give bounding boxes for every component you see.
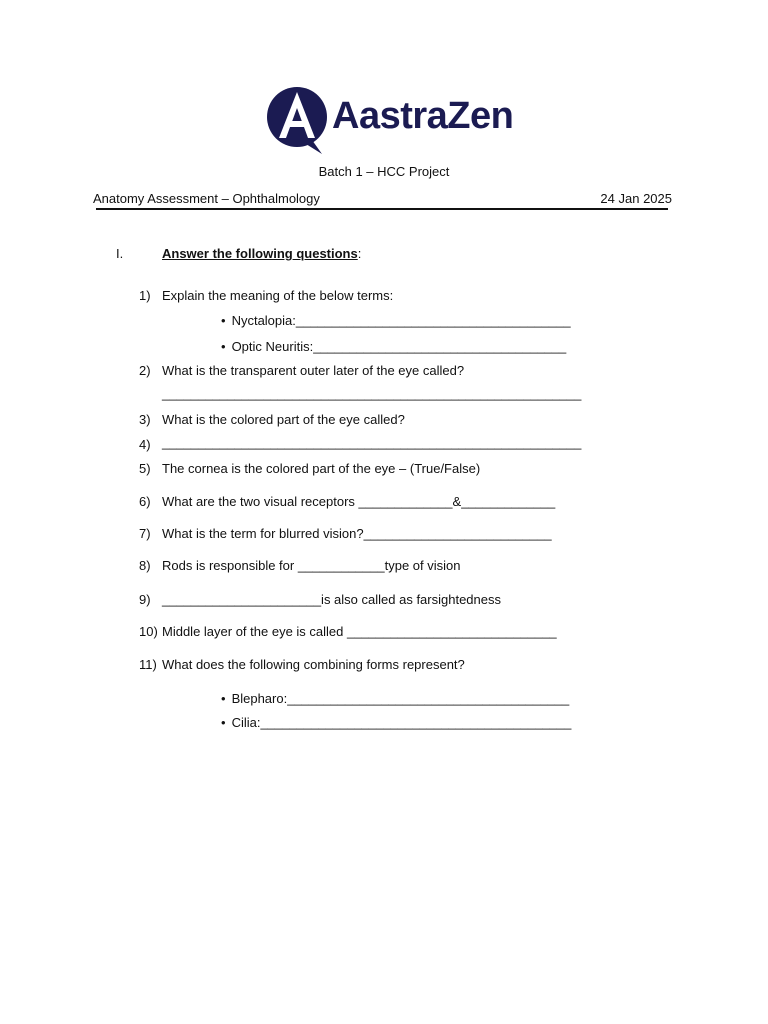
- section-number: I.: [116, 246, 124, 261]
- question-2-number: 2): [139, 363, 151, 378]
- section-title: [162, 246, 361, 261]
- question-3-text: What is the colored part of the eye called?: [162, 412, 405, 427]
- question-11-term-cilia: • Cilia:___________________________________________: [221, 715, 571, 730]
- question-2-answer-line: __________________________________________________________: [162, 386, 582, 401]
- question-9-text: ______________________is also called as farsightedness: [162, 592, 501, 607]
- question-7-number: 7): [139, 526, 151, 541]
- question-1-term-optic-neuritis: • Optic Neuritis:___________________________________: [221, 339, 566, 354]
- assessment-subject: Anatomy Assessment – Ophthalmology: [93, 191, 320, 206]
- question-5-number: 5): [139, 461, 151, 476]
- question-10-number: 10): [139, 624, 158, 639]
- header-divider: [96, 208, 668, 210]
- question-5-text: The cornea is the colored part of the eye – (True/False): [162, 461, 481, 476]
- question-6-number: 6): [139, 494, 151, 509]
- question-10-text: Middle layer of the eye is called _____________________________: [162, 624, 557, 639]
- section-title-text: Answer the following questions: [162, 246, 358, 261]
- question-7-text: What is the term for blurred vision?__________________________: [162, 526, 552, 541]
- question-4-text: __________________________________________________________: [162, 435, 582, 450]
- question-11-text: What does the following combining forms represent?: [162, 657, 465, 672]
- question-9-number: 9): [139, 592, 151, 607]
- question-2-text: What is the transparent outer later of the eye called?: [162, 363, 465, 378]
- logo-brand-text: AastraZen: [332, 95, 514, 137]
- section-title-colon: :: [357, 246, 362, 261]
- assessment-date: 24 Jan 2025: [600, 191, 672, 206]
- batch-title: Batch 1 – HCC Project: [318, 164, 450, 179]
- question-1-number: 1): [139, 288, 151, 303]
- question-3-number: 3): [139, 412, 151, 427]
- question-1-text: Explain the meaning of the below terms:: [162, 288, 394, 303]
- question-8-number: 8): [139, 558, 151, 573]
- question-6-text: What are the two visual receptors _____________&_____________: [162, 494, 556, 509]
- question-11-term-blepharo: • Blepharo:_______________________________________: [221, 691, 569, 706]
- question-1-term-nyctalopia: • Nyctalopia:______________________________________: [221, 313, 571, 328]
- question-4-number: 4): [139, 437, 151, 452]
- question-11-number: 11): [139, 657, 157, 672]
- logo-mark-icon: [266, 84, 332, 156]
- question-8-text: Rods is responsible for ____________type of vision: [162, 558, 461, 573]
